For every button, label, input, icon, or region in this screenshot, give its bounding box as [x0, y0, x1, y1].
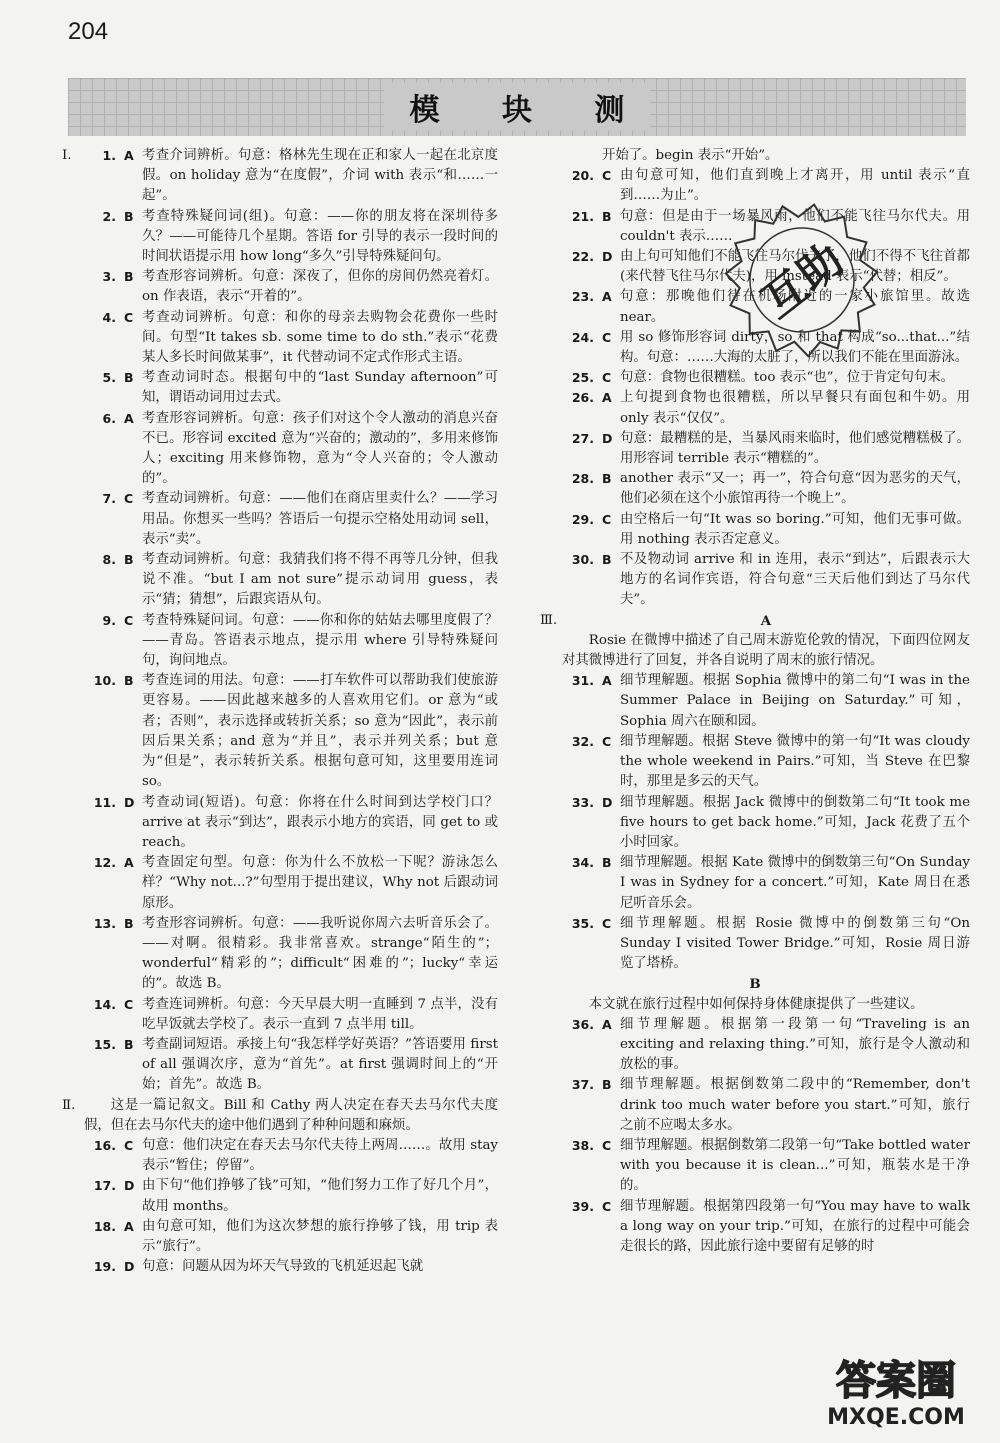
answer-item [62, 853, 498, 914]
answer-letter: D [602, 430, 613, 446]
question-number: 10. [93, 673, 116, 689]
question-number: 30. [571, 552, 594, 568]
answer-letter: A [124, 148, 134, 163]
explanation-text: 细节理解题。根据倒数第二段中的“Remember, don't drink too much water before you start.”可知，旅行之前不应喝太多水。 [620, 1077, 970, 1133]
explanation-text: 细节理解题。根据 Steve 微博中的第一句“It was cloudy the whole weekend in Pairs.”可知，当 Steve 在巴黎时，那里是多云的天气。 [620, 733, 970, 790]
section-numeral [540, 1197, 562, 1258]
answer-item [540, 671, 970, 732]
section-numeral [540, 995, 562, 1015]
question-number: 18. [93, 1218, 116, 1234]
answer-letter: B [124, 915, 134, 931]
answer-letter: A [124, 410, 134, 426]
passage-summary: 这是一篇记叙文。Bill 和 Cathy 两人决定在春天去马尔代夫度假，但在去马尔代夫的途中他们遇到了种种问题和麻烦。 [84, 1097, 498, 1133]
answer-item [540, 368, 970, 388]
section-numeral [540, 166, 562, 206]
answer-item [62, 308, 498, 369]
section-numeral [540, 550, 562, 611]
question-number: 22. [571, 249, 594, 265]
passage-row [540, 611, 970, 631]
explanation-text: 细节理解题。根据 Kate 微博中的倒数第三句“On Sunday I was in Sydney for a concert.”可知，Kate 周日在悉尼听音乐会。 [620, 855, 970, 911]
answer-item [62, 1217, 498, 1257]
section-numeral [540, 368, 562, 388]
answer-letter: D [124, 794, 135, 810]
watermark-url: MXQE.COM [827, 1405, 965, 1430]
section-numeral [62, 308, 84, 369]
explanation-text: 考查固定句型。句意：你为什么不放松一下呢？游泳怎么样？“Why not...?”句型用于提出建议，Why not 后跟动词原形。 [142, 855, 498, 911]
explanation-text: 句意：那晚他们待在机场附近的一家小旅馆里。故选 near。 [620, 289, 970, 325]
answer-item [62, 267, 498, 307]
stamp-text: 互助 [752, 233, 854, 329]
explanation-text: 考查形容词辨析。句意：——我听说你周六去听音乐会了。——对啊。很精彩。我非常喜欢。strange“陌生的”；wonderful“精彩的”；difficult“困难的”；lucky“幸运的”。故选 B。 [142, 915, 498, 992]
answer-letter: B [602, 552, 612, 568]
section-numeral [540, 1075, 562, 1136]
explanation-text: 由空格后一句“It was so boring.”可知，他们无事可做。用 nothing 表示否定意义。 [620, 511, 970, 547]
answer-letter: B [602, 208, 612, 224]
answer-letter: D [602, 249, 613, 265]
section-numeral [540, 914, 562, 975]
answer-item [62, 995, 498, 1035]
question-number: 27. [571, 430, 594, 446]
left-column [62, 146, 498, 1277]
section-numeral [540, 429, 562, 469]
answer-item [62, 1257, 498, 1277]
answer-item [540, 853, 970, 914]
section-numeral: Ⅱ. [62, 1097, 76, 1113]
section-numeral [540, 388, 562, 428]
answer-letter: A [602, 673, 612, 689]
question-number: 12. [93, 855, 116, 871]
question-number: 5. [102, 370, 116, 386]
explanation-text: 由下句“他们挣够了钱”可知，“他们努力工作了好几个月”，故用 months。 [142, 1178, 498, 1214]
question-number: 37. [571, 1077, 594, 1093]
passage-letter: B [749, 976, 761, 993]
answer-letter: C [602, 915, 612, 931]
question-number: 7. [102, 491, 116, 507]
explanation-text: 用 so 修饰形容词 dirty，so 和 that 构成“so...that...”结构。句意：……大海的太脏了，所以我们不能在里面游泳。 [620, 329, 970, 366]
continued-text: 开始了。begin 表示“开始”。 [602, 148, 779, 163]
question-number: 19. [93, 1259, 116, 1275]
answer-letter: D [124, 1259, 135, 1275]
answer-letter: C [602, 511, 612, 527]
answer-letter: B [124, 269, 134, 285]
answer-item [62, 611, 498, 672]
answer-item [62, 409, 498, 490]
answer-letter: B [124, 552, 134, 568]
question-number: 20. [571, 168, 594, 184]
explanation-text: 由上句可知他们不能飞往马尔代夫了，他们不得不飞往首都(来代替飞往马尔代夫)，用 instead 表示“代替；相反”。 [620, 249, 970, 285]
explanation-text: 由句意可知，他们为这次梦想的旅行挣够了钱，用 trip 表示“旅行”。 [142, 1218, 498, 1254]
explanation-text: 句意：问题从因为坏天气导致的飞机延迟起飞就 [142, 1259, 424, 1275]
answer-letter: C [124, 309, 134, 325]
section-numeral [62, 1035, 84, 1096]
section-numeral [540, 510, 562, 550]
answer-letter: C [124, 1137, 134, 1153]
section-numeral: Ⅲ. [540, 612, 558, 628]
answer-item [62, 368, 498, 408]
question-number: 13. [93, 915, 116, 931]
section-numeral [62, 914, 84, 995]
answer-letter: C [602, 370, 612, 386]
section-numeral [540, 207, 562, 247]
answer-letter: A [602, 289, 612, 305]
question-number: 29. [571, 511, 594, 527]
explanation-text: 考查形容词辨析。句意：深夜了，但你的房间仍然亮着灯。on 作表语，表示“开着的”。 [142, 269, 498, 305]
question-number: 28. [571, 471, 594, 487]
section-numeral [62, 409, 84, 490]
explanation-text: 考查动词时态。根据句中的“last Sunday afternoon”可知，谓语动词用过去式。 [142, 370, 498, 406]
answer-letter: B [124, 370, 134, 386]
section-numeral [62, 267, 84, 307]
explanation-text: 考查特殊疑问词。句意：——你和你的姑姑去哪里度假了？——青岛。答语表示地点，提示用 where 引导特殊疑问句，询问地点。 [142, 612, 498, 669]
answer-item [540, 914, 970, 975]
question-number: 23. [571, 289, 594, 305]
answer-item [62, 489, 498, 550]
answer-letter: B [124, 673, 134, 689]
answer-letter: B [602, 855, 612, 871]
explanation-text: 句意：最糟糕的是，当暴风雨来临时，他们感觉糟糕极了。用形容词 terrible 表示“糟糕的”。 [620, 430, 970, 467]
answer-item [540, 388, 970, 428]
section-numeral [62, 1217, 84, 1257]
answer-item [540, 1136, 970, 1197]
section-numeral [62, 671, 84, 792]
answer-item [540, 166, 970, 206]
answer-item [540, 510, 970, 550]
page-number: 204 [68, 18, 109, 45]
section-numeral [62, 489, 84, 550]
explanation-text: 细节理解题。根据 Sophia 微博中的第二句“I was in the Summer Palace in Beijing on Saturday.”可知，Sophia 周六在颐和园。 [620, 673, 970, 729]
section-numeral [540, 732, 562, 793]
section-title: 模 块 测 [384, 83, 651, 131]
question-number: 2. [102, 208, 116, 224]
section-numeral [62, 207, 84, 268]
answer-letter: C [124, 996, 134, 1012]
section-numeral [62, 550, 84, 611]
answer-letter: D [124, 1178, 135, 1194]
explanation-text: 由句意可知，他们直到晚上才离开，用 until 表示“直到……为止”。 [620, 168, 970, 204]
answer-letter: C [602, 168, 612, 184]
question-number: 15. [93, 1036, 116, 1052]
section-numeral [62, 853, 84, 914]
explanation-text: another 表示“又一；再一”，符合句意“因为恶劣的天气，他们必须在这个小旅馆再待一个晚上”。 [620, 471, 970, 507]
section-numeral [540, 247, 562, 287]
watermark-text: 答案圈 [836, 1358, 956, 1404]
explanation-text: 细节理解题。根据 Rosie 微博中的倒数第三句“On Sunday I visited Tower Bridge.”可知，Rosie 周日游览了塔桥。 [620, 915, 970, 972]
question-number: 9. [102, 612, 116, 628]
explanation-text: 考查动词辨析。句意：——他们在商店里卖什么？——学习用品。你想买一些吗？答语后一句提示空格处用动词 sell，表示“卖”。 [142, 491, 498, 547]
question-number: 16. [93, 1137, 116, 1153]
explanation-text: 考查形容词辨析。句意：孩子们对这个令人激动的消息兴奋不已。形容词 excited 意为“兴奋的；激动的”，多用来修饰人；exciting 用来修饰物，意为“令人兴奋的；令人激动的”。 [142, 410, 498, 487]
passage-row [62, 1096, 498, 1136]
section-numeral [540, 469, 562, 509]
explanation-text: 考查特殊疑问词(组)。句意：——你的朋友将在深圳待多久？——可能待几个星期。答语 for 引导的表示一段时间的时间状语提示用 how long“多久”引导特殊疑问句。 [142, 208, 498, 265]
passage-letter: A [760, 612, 772, 629]
answer-item [62, 914, 498, 995]
answer-item [540, 550, 970, 611]
explanation-text: 细节理解题。根据第四段第一句“You may have to walk a long way on your trip.”可知，在旅行的过程中可能会走很长的路，因此旅行途中要留有足够的时 [620, 1198, 970, 1254]
explanation-text: 细节理解题。根据第一段第一句“Traveling is an exciting and relaxing thing.”可知，旅行是令人激动和放松的事。 [620, 1016, 970, 1073]
question-number: 8. [102, 552, 116, 568]
watermark-logo [806, 1350, 986, 1430]
answer-item [62, 207, 498, 268]
section-numeral [62, 1257, 84, 1277]
question-number: 38. [571, 1137, 594, 1153]
section-banner [68, 78, 966, 136]
explanation-text: 句意：食物也很糟糕。too 表示“也”，位于肯定句句末。 [620, 370, 955, 386]
explanation-text: 上句提到食物也很糟糕，所以早餐只有面包和牛奶。用 only 表示“仅仅”。 [620, 390, 970, 426]
explanation-text: 句意：他们决定在春天去马尔代夫待上两周……。故用 stay 表示“暂住；停留”。 [142, 1137, 498, 1174]
explanation-text: 考查动词(短语)。句意：你将在什么时间到达学校门口？arrive at 表示“到达”，跟表示小地方的宾语，同 get to 或 reach。 [142, 794, 498, 850]
answer-item [540, 469, 970, 509]
question-number: 33. [571, 794, 594, 810]
explanation-text: 考查连词辨析。句意：今天早晨大明一直睡到 7 点半，没有吃早饭就去学校了。表示一直到 7 点半用 till。 [142, 996, 498, 1032]
section-numeral [540, 1015, 562, 1076]
question-number: 39. [571, 1198, 594, 1214]
question-number: 25. [571, 370, 594, 386]
explanation-text: 考查介词辨析。句意：格林先生现在正和家人一起在北京度假。on holiday 意为“在度假”，介词 with 表示“和……一起”。 [142, 148, 498, 204]
answer-letter: B [602, 1077, 612, 1093]
section-numeral [62, 995, 84, 1035]
answer-letter: A [602, 390, 612, 406]
section-numeral: Ⅰ. [62, 148, 72, 163]
answer-item [62, 146, 498, 207]
answer-letter: B [602, 471, 612, 487]
answer-letter: C [602, 329, 612, 345]
section-numeral [62, 1176, 84, 1216]
answer-item [540, 429, 970, 469]
explanation-text: 考查动词辨析。句意：我猜我们将不得不再等几分钟，但我说不准。“but I am not sure”提示动词用 guess，表示“猜；猜想”，后跟宾语从句。 [142, 552, 498, 608]
section-numeral [540, 853, 562, 914]
question-number: 6. [102, 410, 116, 426]
explanation-text: 考查副词短语。承接上句“我怎样学好英语？”答语要用 first of all 强调次序，意为“首先”。at first 强调时间上的“开始；首先”。故选 B。 [142, 1036, 498, 1093]
answer-item [62, 1136, 498, 1176]
explanation-text: 细节理解题。根据倒数第二段第一句“Take bottled water with you because it is clean...”可知，瓶装水是干净的。 [620, 1137, 970, 1194]
answer-letter: D [602, 794, 613, 810]
section-numeral [62, 611, 84, 672]
question-number: 24. [571, 329, 594, 345]
explanation-text: 细节理解题。根据 Jack 微博中的倒数第二句“It took me five hours to get back home.”可知，Jack 花费了五个小时回家。 [620, 794, 970, 850]
answer-letter: B [124, 1036, 134, 1052]
passage-row [540, 995, 970, 1015]
question-number: 11. [93, 794, 116, 810]
answer-letter: B [124, 208, 134, 224]
answer-letter: C [602, 1137, 612, 1153]
question-number: 17. [93, 1178, 116, 1194]
section-numeral [62, 793, 84, 854]
section-numeral [540, 631, 562, 671]
explanation-text: 不及物动词 arrive 和 in 连用，表示“到达”，后跟表示大地方的名词作宾语，符合句意“三天后他们到达了马尔代夫”。 [620, 552, 970, 608]
question-number: 26. [571, 390, 594, 406]
section-numeral [540, 1136, 562, 1197]
answer-letter: A [124, 855, 134, 871]
passage-summary: Rosie 在微博中描述了自己周末游览伦敦的情况，下面四位网友对其微博进行了回复，并各自说明了周末的旅行情况。 [562, 632, 970, 669]
question-number: 21. [571, 208, 594, 224]
passage-summary: 本文就在旅行过程中如何保持身体健康提供了一些建议。 [588, 996, 924, 1012]
passage-row [540, 631, 970, 671]
section-numeral [540, 328, 562, 368]
section-numeral [540, 287, 562, 327]
section-numeral [540, 671, 562, 732]
explanation-text: 考查连词的用法。句意：——打车软件可以帮助我们使旅游更容易。——因此越来越多的人喜欢用它们。or 意为“或者；否则”，表示选择或转折关系；so 意为“因此”，表示前因后果关系；and 意为“并且”，表示并列关系；but 意为“但是”，表示转折关系。根据句意可知，这里要用连词 so。 [142, 673, 498, 790]
answer-item [62, 793, 498, 854]
answer-letter: A [602, 1016, 612, 1032]
answer-item [540, 1075, 970, 1136]
question-number: 31. [571, 673, 594, 689]
explanation-text: 考查动词辨析。句意：和你的母亲去购物会花费你一些时间。句型“It takes sb. some time to do sth.”表示“花费某人多长时间做某事”，it 代替动词不定式作形式主语。 [142, 309, 498, 366]
section-numeral [62, 368, 84, 408]
question-number: 36. [571, 1016, 594, 1032]
answer-item [62, 550, 498, 611]
question-number: 34. [571, 855, 594, 871]
question-number: 32. [571, 733, 594, 749]
answer-item [62, 1176, 498, 1216]
answer-letter: C [602, 1198, 612, 1214]
answer-item [540, 793, 970, 854]
answer-letter: C [124, 612, 134, 628]
explanation-text: 句意：但是由于一场暴风雨，他们不能飞往马尔代夫。用 couldn't 表示…… [620, 208, 970, 244]
question-number: 35. [571, 915, 594, 931]
answer-letter: C [124, 491, 134, 507]
section-numeral [62, 1136, 84, 1176]
answer-item [62, 1035, 498, 1096]
question-number: 4. [102, 309, 116, 325]
question-number: 3. [102, 269, 116, 285]
question-number: 1. [102, 148, 116, 163]
question-number: 14. [93, 996, 116, 1012]
answer-item [540, 732, 970, 793]
answer-letter: A [124, 1218, 134, 1234]
answer-item [62, 671, 498, 792]
answer-item [540, 1015, 970, 1076]
answer-letter: C [602, 733, 612, 749]
answer-item [540, 1197, 970, 1258]
section-numeral [540, 793, 562, 854]
